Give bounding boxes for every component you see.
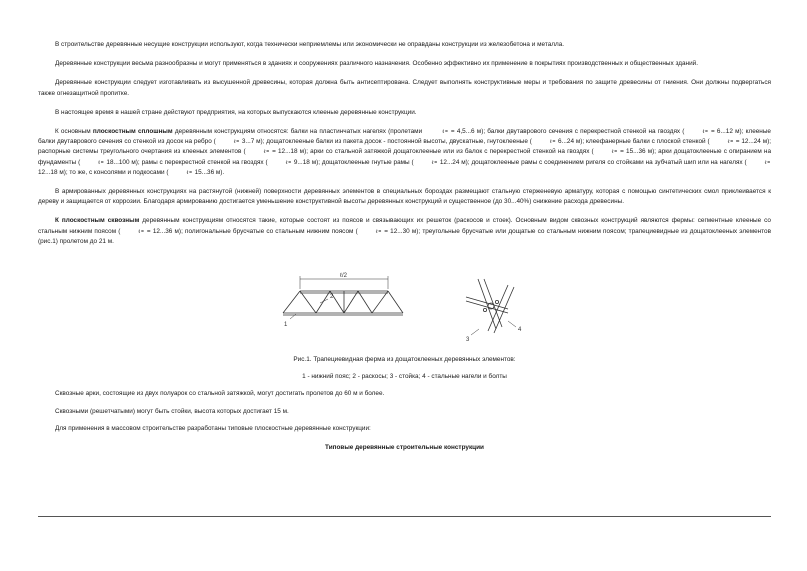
- callout-2: 2: [330, 294, 334, 301]
- callout-3: 3: [466, 337, 470, 344]
- dimension-label: ℓ/2: [340, 273, 347, 280]
- truss-figure: [38, 269, 771, 355]
- diagonal: [300, 291, 316, 313]
- dowel-icon: [483, 308, 486, 311]
- paragraph-5: К основным плоскостным сплошным деревянным конструкциям относятся: балки на пластинчатых нагелях (пролетами ℓ = = 4,5...6 м); балки двутаврового сечения с перекрестной стенкой на гвоздях ( ℓ = = 6...12 м); клееные балки двутаврового сечения со стенкой из досок на ребро ( ℓ = 3...7 м); дощатоклееные балки из пакета досок - постоянной высоты, двускатные, гнутоклееные ( ℓ = 6...24 м); клеефанерные балки с плоской стенкой ( ℓ = = 12...24 м); распорные системы треугольного очертания из клееных элементов ( ℓ = = 12...18 м); арки со стальной затяжкой дощатоклееные или из балок с перекрестной стенкой на гвоздях ( ℓ = = 15...36 м); арки дощатоклееные с опиранием на фундаменты ( ℓ = 18...100 м); рамы с перекрестной стенкой на гвоздях ( ℓ = 9...18 м); дощатоклееные гнутые рамы ( ℓ = 12...24 м); дощатоклееные рамы с соединением ригеля со стойками на зубчатый шип или на нагелях ( ℓ = 12...18 м); то же, с консолями и подкосами ( ℓ = 15...36 м).: [38, 127, 771, 178]
- span-symbol: ℓ =: [764, 159, 770, 166]
- section-title: Типовые деревянные строительные конструкции: [325, 444, 484, 452]
- span-symbol: ℓ =: [611, 149, 617, 156]
- span-symbol: ℓ =: [375, 228, 382, 235]
- paragraph-8: Сквозные арки, состоящие из двух полуарок со стальной затяжкой, могут достигать пролетов до 60 м и более.: [55, 390, 385, 398]
- term-truss-planar: К плоскостным сквозным: [55, 217, 140, 225]
- span-symbol: ℓ =: [702, 129, 708, 136]
- diagonal: [344, 291, 358, 313]
- dowel-icon: [495, 300, 498, 303]
- span-symbol: ℓ =: [285, 159, 291, 166]
- span-symbol: ℓ =: [442, 129, 448, 136]
- diagonal: [358, 291, 372, 313]
- end-post-left: [283, 291, 300, 313]
- paragraph-7: К плоскостным сквозным деревянным конструкциям относятся такие, которые состоят из поясов и связывающих их решеток (раскосов и стоек). Основным видом сквозных конструкций являются фермы: сегментные клееные со стальным нижним поясом ( ℓ = = 12...36 м); полигональные брусчатые со стальным нижним поясом ( ℓ = = 12...30 м); треугольные брусчатые или дощатые со стальным нижним поясом; трапециевидные из дощатоклееных элементов (рис.1) пролетом до 21 м.: [38, 217, 771, 245]
- paragraph-3: Деревянные конструкции следует изготавливать из высушенной древесины, которая должна быть антисептирована. Следует выполнять конструктивные меры и требования по защите древесины от гниения. Они должны подвергаться также огнезащитной пропитке.: [38, 79, 771, 97]
- span-symbol: ℓ =: [138, 228, 144, 235]
- paragraph-6: В армированных деревянных конструкциях на растянутой (нижней) поверхности деревянных элементов в специальных бороздах размещают стальную стерженевую арматуру, которая с помощью синтетических смол приклеивается к дереву и защищается от коррозии. Благодаря армированию достигается уменьшение конструктивной высоты деревянных конструкций и существенное (до 30...40%) снижение расхода древесины.: [38, 188, 771, 206]
- span-symbol: ℓ =: [98, 159, 104, 166]
- term-solid-planar: плоскостным сплошным: [92, 128, 173, 136]
- figure-caption: Рис.1. Трапециевидная ферма из дощатоклееных деревянных элементов:: [293, 356, 516, 364]
- span-symbol: ℓ =: [186, 169, 192, 176]
- leader-line: [320, 299, 328, 303]
- document-body: [38, 40, 771, 460]
- leader-line: [471, 329, 479, 335]
- paragraph-1: В строительстве деревянные несущие конструкции используют, когда технически неприемлемы или экономически не оправданы конструкции из железобетона и металла.: [55, 41, 565, 48]
- leader-line: [508, 321, 516, 327]
- span-symbol: ℓ =: [549, 139, 556, 146]
- span-symbol: ℓ =: [727, 139, 733, 146]
- truss-drawing: [38, 269, 771, 355]
- diagonal: [316, 291, 330, 313]
- end-post-right: [388, 291, 403, 313]
- callout-1: 1: [284, 322, 288, 329]
- paragraph-4: В настоящее время в нашей стране действуют предприятия, на которых выпускаются клееные деревянные конструкции.: [55, 108, 417, 116]
- paragraph-10: Для применения в массовом строительстве разработаны типовые плоскостные деревянные конструкции:: [55, 424, 371, 432]
- paragraph-9: Сквозными (решетчатыми) могут быть стойки, высота которых достигает 15 м.: [55, 407, 289, 415]
- diagonal: [372, 291, 388, 313]
- span-symbol: ℓ =: [431, 159, 437, 166]
- horizontal-rule: [38, 516, 771, 517]
- figure-legend: 1 - нижний пояс; 2 - раскосы; 3 - стойка; 4 - стальные нагели и болты: [302, 373, 507, 381]
- paragraph-2: Деревянные конструкции весьма разнообразны и могут применяться в зданиях и сооружениях различного назначения. Особенно эффективно их применение в покрытиях производственных и общественных зданий.: [55, 60, 698, 68]
- span-symbol: ℓ =: [233, 139, 240, 146]
- callout-4: 4: [518, 327, 522, 334]
- span-symbol: ℓ =: [263, 149, 269, 156]
